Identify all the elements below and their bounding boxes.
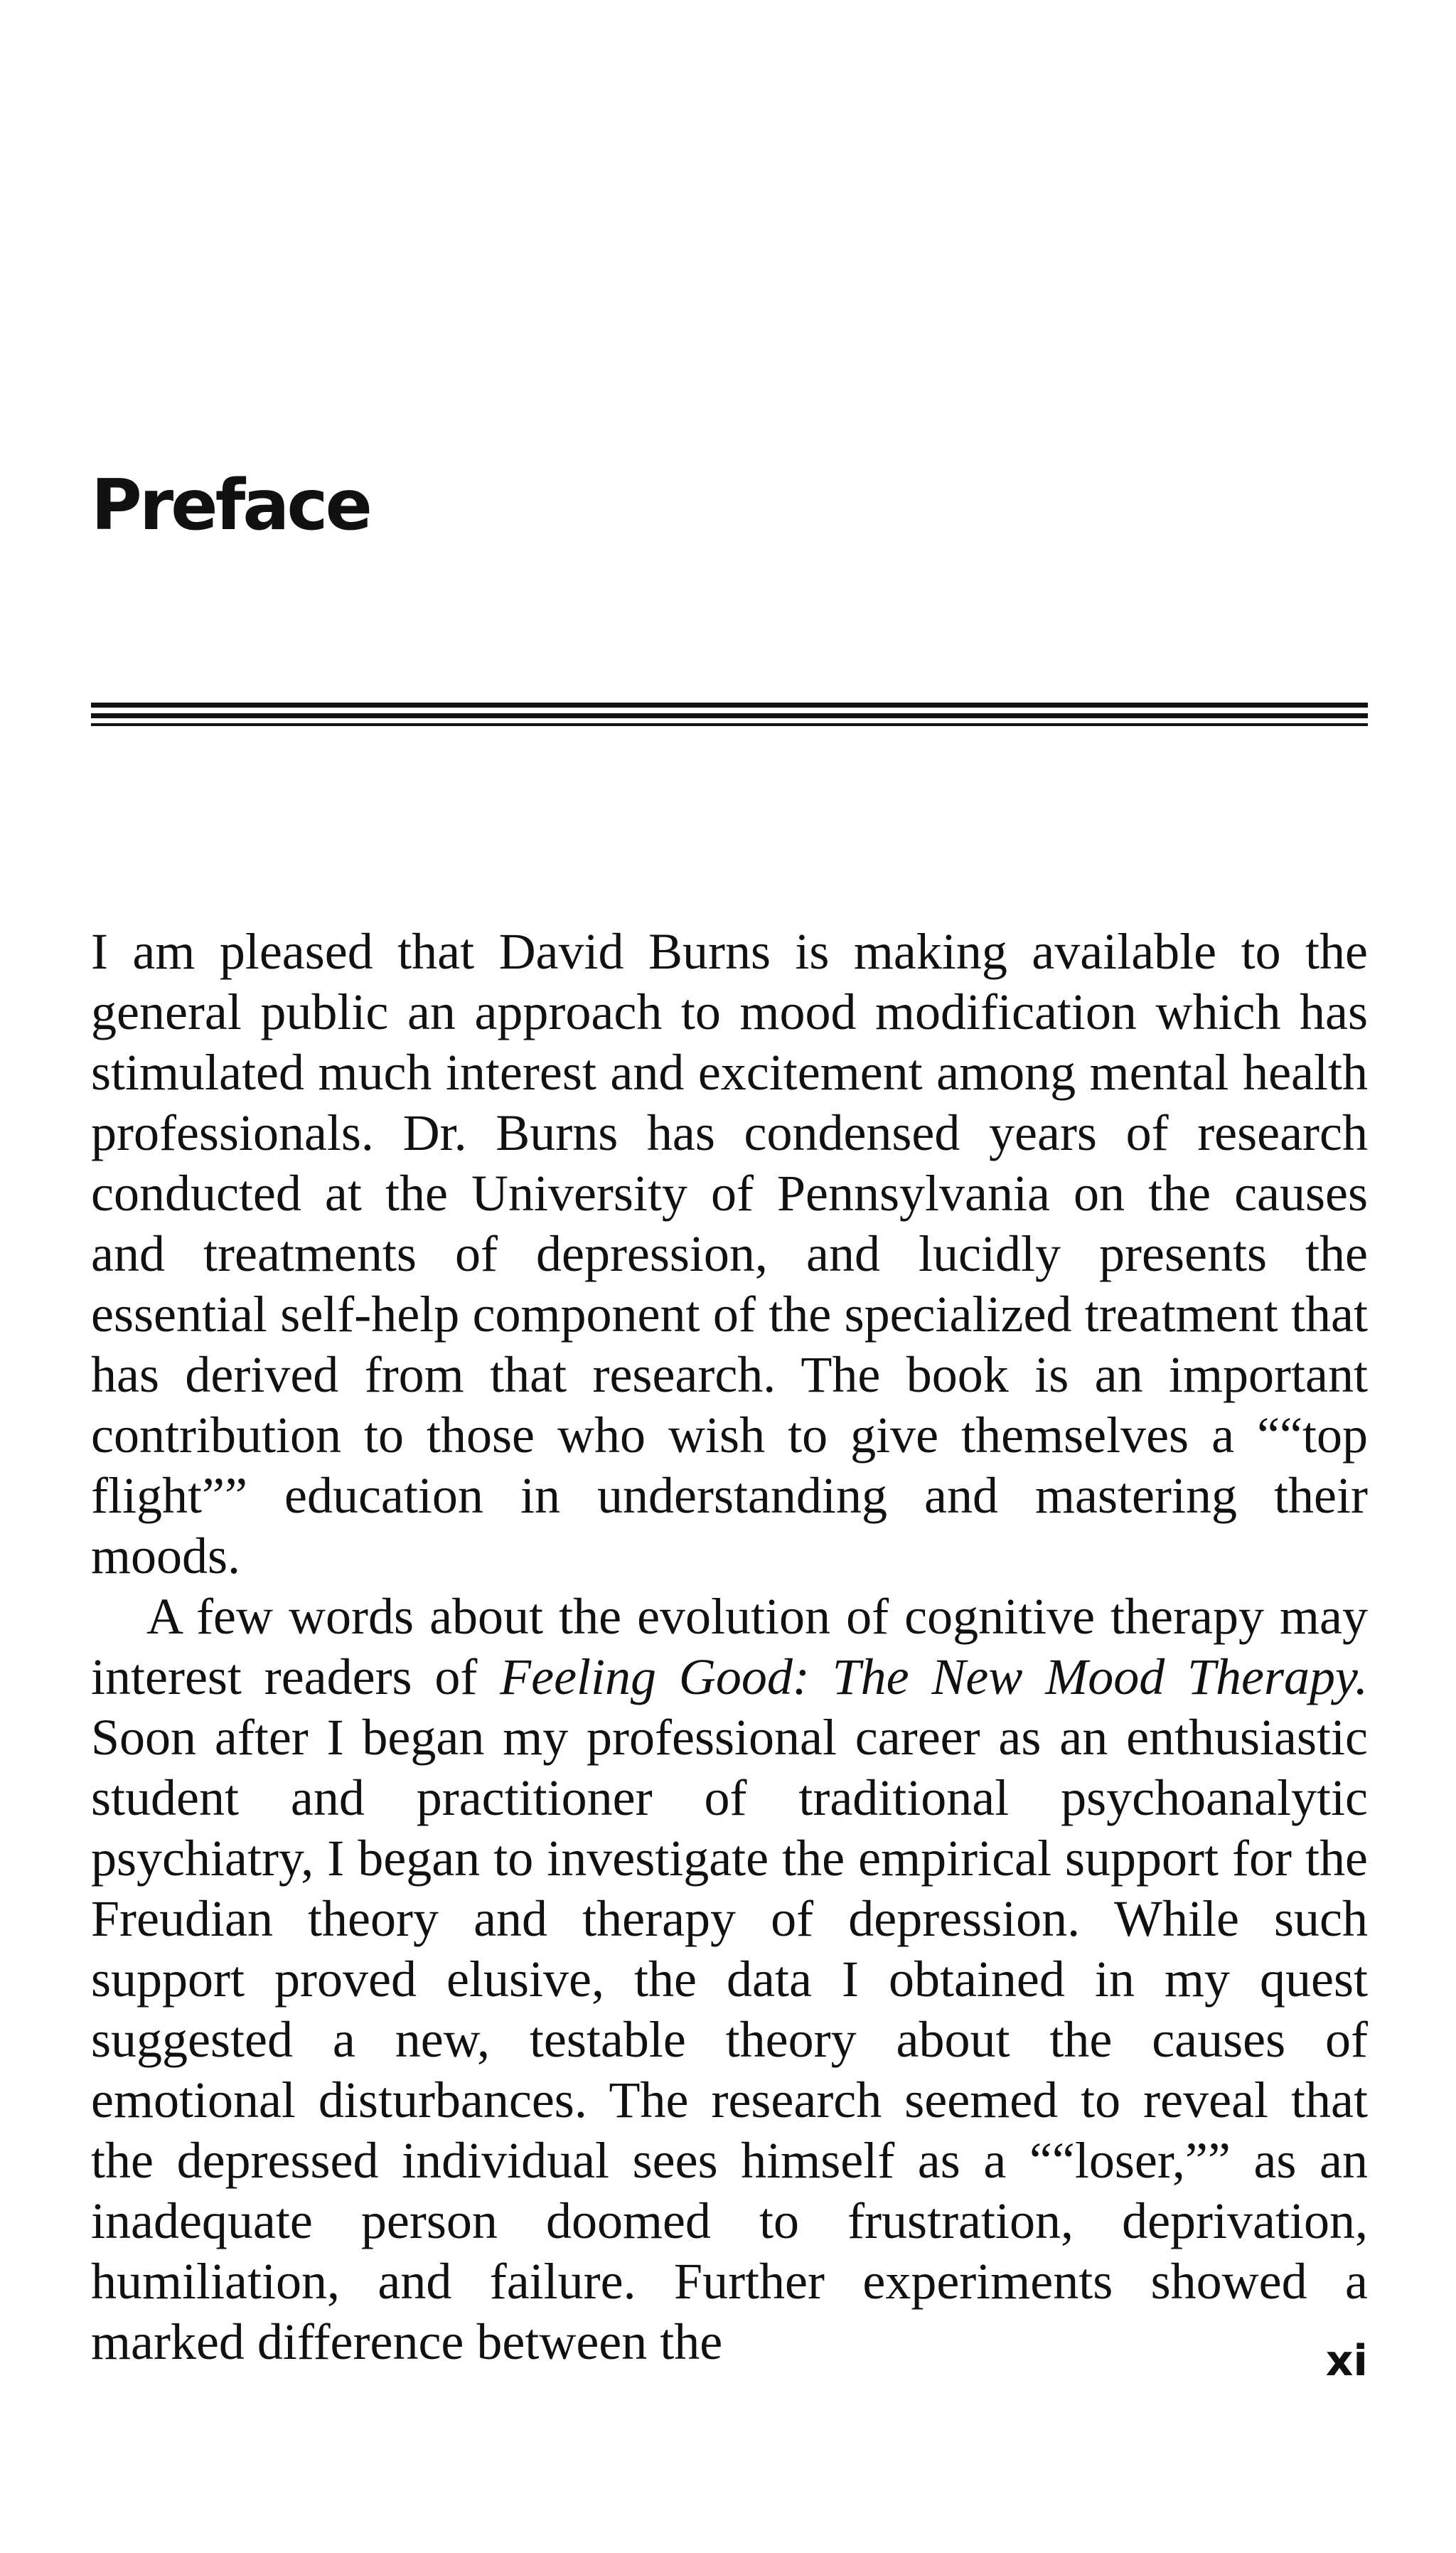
paragraph-1: I am pleased that David Burns is making available to the general public an approach to mood modification which has stimulated much interest and excitement among mental health professionals. Dr. Burns has condensed years of research conducted at the University of Pennsylvania on the causes and treatments of depression, and lucidly presents the essential self-help component of the specialized treatment that has derived from that research. The book is an important contribution to those who wish to give themselves a ““top flight”” education in understanding and mastering their moods. bbox=[91, 923, 1368, 1584]
preface-body bbox=[91, 922, 1368, 2372]
book-title-italic: Feeling Good: The New Mood Therapy. bbox=[500, 1648, 1368, 1705]
title-rule-top bbox=[91, 703, 1368, 708]
paragraph-2 bbox=[91, 1587, 1368, 2372]
paragraph-2-start: A few words about the evolution of cognitive therapy may interest readers of bbox=[91, 1588, 1368, 1705]
page-number: xi bbox=[1325, 2336, 1368, 2386]
title-rule-bottom bbox=[91, 723, 1368, 726]
paragraph-2-rest: Soon after I began my professional career as an enthusiastic student and practitioner of traditional psychoanalytic psychiatry, I began to investigate the empirical support for the Freudian theory and therapy of depression. While such support proved elusive, the data I obtained in my quest suggested a new, testable theory about the causes of emotional disturbances. The research seemed to reveal that the depressed individual sees himself as a ““loser,”” as an inadequate person doomed to frustration, deprivation, humiliation, and failure. Further experiments showed a marked difference between the bbox=[91, 1709, 1368, 2370]
page-title: Preface bbox=[91, 465, 370, 546]
title-rule-middle bbox=[91, 713, 1368, 718]
